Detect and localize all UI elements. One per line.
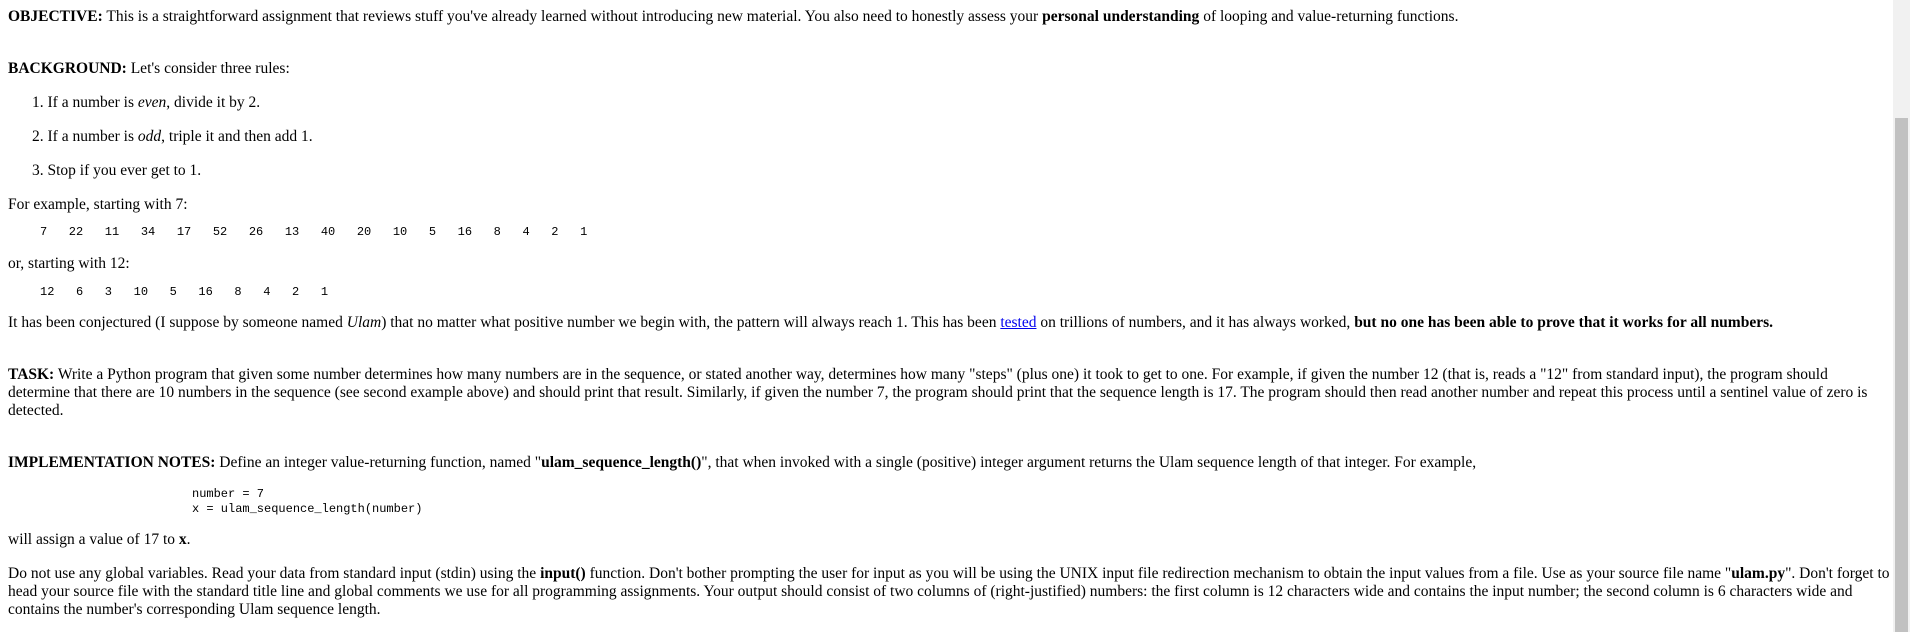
conjecture-text-2: ) that no matter what positive number we begin with, the pattern will always reach 1. This has been [381, 314, 1001, 331]
notes-text-1: Do not use any global variables. Read your data from standard input (stdin) using the [8, 565, 541, 582]
implementation-function-name: ulam_sequence_length() [541, 454, 702, 471]
rule-item-3 [32, 162, 201, 180]
vertical-scrollbar[interactable] [1893, 0, 1910, 632]
notes-bold-2: ulam.py [1731, 565, 1786, 582]
implementation-text-1: Define an integer value-returning function, named " [215, 454, 542, 471]
rule-1-prefix: 1. If a number is [32, 94, 138, 111]
rule-2-prefix: 2. If a number is [32, 128, 138, 145]
conjecture-paragraph [8, 314, 1773, 332]
scrollbar-thumb[interactable] [1895, 118, 1908, 632]
implementation-label: IMPLEMENTATION NOTES: [8, 454, 216, 471]
implementation-paragraph [8, 454, 1476, 472]
conjecture-bold: but no one has been able to prove that it works for all numbers. [1354, 314, 1774, 331]
background-label: BACKGROUND: [8, 60, 127, 77]
assign-bold: x [178, 531, 187, 548]
notes-text-2: function. Don't bother prompting the user for input as you will be using the UNIX input file redirection mechanism to obtain the input values from a file. Use as your source file name " [585, 565, 1732, 582]
assign-text-2: . [186, 531, 191, 548]
objective-text-2: of looping and value-returning functions. [1199, 8, 1459, 25]
example-1-text: For example, starting with 7: [8, 196, 188, 213]
assign-text-1: will assign a value of 17 to [8, 531, 179, 548]
notes-text-3: ". Don't forget to head your source file with the standard title line and global comments we use for all programming assignments. Your output should consist of two columns of (right-justified) numbers: the first column is 12 characters wide and contains the input number; the second column is 6 characters wide and contains the number's corresponding Ulam sequence length. [8, 565, 1890, 618]
conjecture-text-3: on trillions of numbers, and it has always worked, [1036, 314, 1355, 331]
task-text: Write a Python program that given some number determines how many numbers are in the sequence, or stated another way, determines how many "steps" (plus one) it took to get to one. For example, if given the number 12 (that is, reads a "12" from standard input), the program should determine that there are 10 numbers in the sequence (see second example above) and should print that result. Similarly, if given the number 7, the program should print that the sequence length is 17. The program should then read another number and repeat this process until a sentinel value of zero is detected. [8, 366, 1868, 419]
code-line-2: x = ulam_sequence_length(number) [192, 502, 423, 516]
example-1-sequence: 7 22 11 34 17 52 26 13 40 20 10 5 16 8 4 2 1 [40, 225, 588, 239]
code-example [192, 487, 422, 517]
rule-2-suffix: , triple it and then add 1. [161, 128, 313, 145]
rule-2-em: odd [137, 128, 162, 145]
example-2-sequence: 12 6 3 10 5 16 8 4 2 1 [40, 285, 329, 299]
implementation-text-2: ", that when invoked with a single (positive) integer argument returns the Ulam sequence length of that integer. For example, [701, 454, 1477, 471]
background-paragraph [8, 60, 290, 78]
conjecture-text-1: It has been conjectured (I suppose by someone named [8, 314, 347, 331]
example-2-text: or, starting with 12: [8, 255, 130, 272]
rule-1-suffix: , divide it by 2. [166, 94, 261, 111]
task-paragraph [8, 366, 1893, 420]
rule-item-1 [32, 94, 260, 112]
rule-item-2 [32, 128, 313, 146]
task-label: TASK: [8, 366, 55, 383]
objective-text-1: This is a straightforward assignment that reviews stuff you've already learned without introducing new material. You also need to honestly assess your [102, 8, 1043, 25]
rule-3-prefix: 3. Stop if you ever get to 1. [32, 162, 202, 179]
objective-label: OBJECTIVE: [8, 8, 103, 25]
notes-bold-1: input() [540, 565, 586, 582]
rule-1-em: even [137, 94, 167, 111]
tested-link[interactable]: tested [1000, 314, 1037, 331]
code-line-1: number = 7 [192, 487, 265, 501]
conjecture-em: Ulam [346, 314, 382, 331]
objective-paragraph [8, 8, 1458, 26]
notes-paragraph [8, 565, 1893, 619]
background-text: Let's consider three rules: [126, 60, 290, 77]
objective-bold: personal understanding [1042, 8, 1200, 25]
assign-paragraph [8, 531, 191, 549]
